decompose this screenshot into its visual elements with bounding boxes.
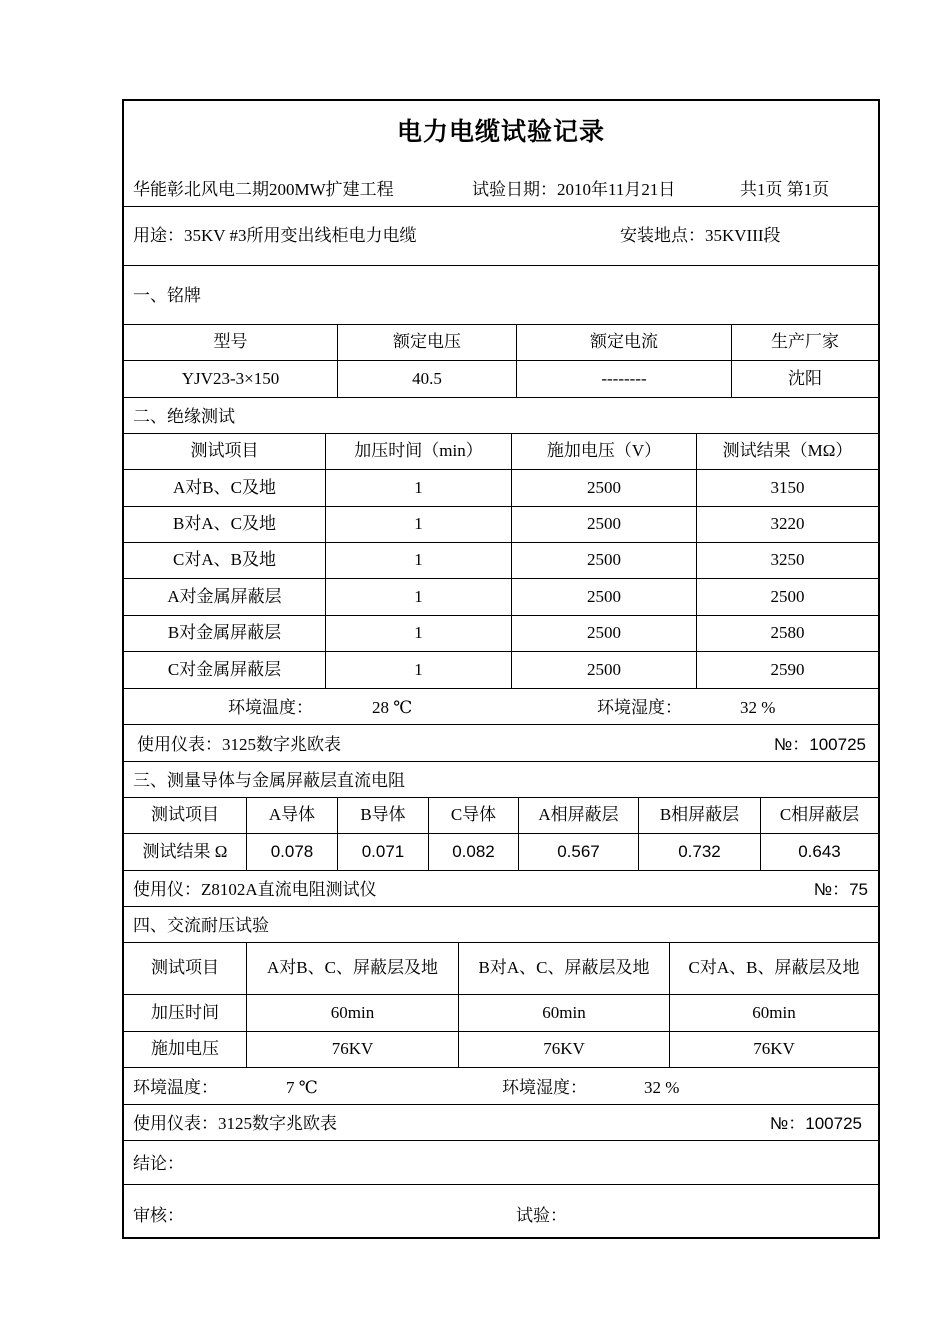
- table-cell: 60min: [459, 995, 670, 1031]
- project-name: 华能彰北风电二期200MW扩建工程: [133, 180, 394, 199]
- table-cell: A对金属屏蔽层: [124, 579, 326, 615]
- nameplate-header-cell: 生产厂家: [771, 332, 839, 352]
- dc-value-cell: 0.078: [247, 834, 338, 870]
- section-insulation-heading: [124, 398, 878, 434]
- dc-header-cell: B导体: [338, 798, 429, 833]
- table-cell: 加压时间: [124, 995, 247, 1031]
- ac-env-row: [124, 1068, 878, 1105]
- nameplate-header-cell: 型号: [124, 325, 338, 360]
- table-cell: 2500: [512, 616, 697, 651]
- nameplate-value-cell: 40.5: [338, 361, 517, 397]
- insulation-header-cell: 施加电压（V）: [512, 434, 697, 469]
- env-temp-value: 7 ℃: [286, 1078, 318, 1097]
- insulation-header-cell: 加压时间（min）: [326, 434, 512, 469]
- table-cell: 1: [326, 579, 512, 615]
- nameplate-header-row: [124, 325, 878, 361]
- ac-header-cell: 测试项目: [124, 943, 247, 994]
- table-row: [124, 579, 878, 616]
- table-cell: 76KV: [459, 1032, 670, 1067]
- dc-header-cell: C导体: [429, 798, 519, 833]
- table-cell: 1: [326, 543, 512, 578]
- section-title: 一、铭牌: [133, 286, 201, 305]
- table-cell: 2500: [770, 586, 805, 606]
- dc-value-cell: 测试结果 Ω: [124, 834, 247, 870]
- table-cell: C对金属屏蔽层: [124, 652, 326, 688]
- instrument-number: №：75: [813, 880, 868, 899]
- dc-header-cell: B相屏蔽层: [639, 798, 761, 833]
- nameplate-value-row: [124, 361, 878, 398]
- table-row: [124, 652, 878, 689]
- insulation-header-cell: 测试结果（MΩ）: [722, 441, 853, 461]
- insulation-env-row: [124, 689, 878, 725]
- table-row: [124, 1032, 878, 1068]
- dc-instrument-row: [124, 871, 878, 907]
- table-cell: B对A、C及地: [124, 507, 326, 542]
- table-cell: 2580: [770, 623, 805, 643]
- instrument-number: №：100725: [770, 1114, 862, 1133]
- table-cell: 3150: [770, 477, 805, 497]
- dc-value-cell: 0.082: [429, 834, 519, 870]
- section-dc-resistance-heading: [124, 762, 878, 798]
- env-humidity-label: 环境湿度：: [502, 1078, 587, 1097]
- page-title: 电力电缆试验记录: [396, 119, 605, 146]
- dc-header-cell: C相屏蔽层: [779, 805, 860, 825]
- section-title: 二、绝缘测试: [133, 407, 235, 426]
- tester-label: 试验：: [516, 1206, 567, 1225]
- table-cell: 2500: [512, 543, 697, 578]
- ac-header-row: [124, 943, 878, 995]
- test-record-sheet: [122, 99, 880, 1239]
- nameplate-value-cell: YJV23-3×150: [124, 361, 338, 397]
- conclusion-row: [124, 1141, 878, 1185]
- table-cell: 3250: [770, 550, 805, 570]
- insulation-header-cell: 测试项目: [124, 434, 326, 469]
- table-cell: 2500: [512, 652, 697, 688]
- table-cell: 2500: [512, 579, 697, 615]
- table-row: [124, 470, 878, 507]
- dc-value-cell: 0.567: [519, 834, 639, 870]
- env-temp-label: 环境温度：: [228, 698, 313, 717]
- table-cell: 60min: [752, 1002, 796, 1022]
- usage-purpose: 用途：35KV #3所用变出线柜电力电缆: [133, 226, 417, 245]
- nameplate-value-cell: --------: [517, 361, 732, 397]
- section-title: 三、测量导体与金属屏蔽层直流电阻: [133, 771, 405, 790]
- dc-header-cell: A相屏蔽层: [519, 798, 639, 833]
- table-row: [124, 995, 878, 1032]
- table-cell: 1: [326, 652, 512, 688]
- instrument-name: 使用仪：Z8102A直流电阻测试仪: [133, 880, 377, 899]
- reviewer-label: 审核：: [133, 1206, 184, 1225]
- instrument-name: 使用仪表：3125数字兆欧表: [133, 1114, 337, 1133]
- env-temp-label: 环境温度：: [133, 1078, 218, 1097]
- env-temp-value: 28 ℃: [372, 698, 413, 717]
- dc-value-cell: 0.732: [639, 834, 761, 870]
- table-cell: 1: [326, 507, 512, 542]
- table-row: [124, 616, 878, 652]
- table-cell: 1: [326, 616, 512, 651]
- section-ac-withstand-heading: [124, 907, 878, 943]
- table-cell: 2590: [770, 659, 805, 679]
- insulation-instrument-row: [124, 725, 878, 762]
- table-row: [124, 543, 878, 579]
- env-humidity-label: 环境湿度：: [597, 698, 682, 717]
- section-nameplate-heading: [124, 266, 878, 325]
- dc-header-row: [124, 798, 878, 834]
- table-cell: 1: [326, 470, 512, 506]
- usage-row: [124, 207, 878, 266]
- env-humidity-value: 32 %: [644, 1078, 680, 1097]
- table-cell: C对A、B及地: [124, 543, 326, 578]
- dc-header-cell: 测试项目: [124, 798, 247, 833]
- table-cell: 3220: [770, 514, 805, 534]
- table-cell: 2500: [512, 470, 697, 506]
- instrument-name: 使用仪表：3125数字兆欧表: [137, 735, 341, 754]
- ac-header-cell: C对A、B、屏蔽层及地: [688, 958, 860, 978]
- conclusion-label: 结论：: [133, 1154, 184, 1173]
- dc-value-cell: 0.071: [338, 834, 429, 870]
- dc-value-row: [124, 834, 878, 871]
- table-cell: 60min: [247, 995, 459, 1031]
- section-title: 四、交流耐压试验: [133, 916, 269, 935]
- dc-value-cell: 0.643: [798, 841, 841, 861]
- table-cell: 76KV: [247, 1032, 459, 1067]
- nameplate-header-cell: 额定电压: [338, 325, 517, 360]
- install-location: 安装地点：35KVIII段: [620, 226, 781, 245]
- insulation-header-row: [124, 434, 878, 470]
- nameplate-value-cell: 沈阳: [788, 368, 822, 388]
- table-cell: B对金属屏蔽层: [124, 616, 326, 651]
- dc-header-cell: A导体: [247, 798, 338, 833]
- page-count: 共1页 第1页: [740, 180, 830, 199]
- nameplate-header-cell: 额定电流: [517, 325, 732, 360]
- test-date: 试验日期：2010年11月21日: [472, 180, 676, 199]
- ac-header-cell: B对A、C、屏蔽层及地: [459, 943, 670, 994]
- title-row: [124, 101, 878, 207]
- signature-row: [124, 1185, 878, 1239]
- table-cell: 施加电压: [124, 1032, 247, 1067]
- table-row: [124, 507, 878, 543]
- ac-header-cell: A对B、C、屏蔽层及地: [247, 943, 459, 994]
- table-cell: A对B、C及地: [124, 470, 326, 506]
- table-cell: 76KV: [753, 1039, 795, 1059]
- env-humidity-value: 32 %: [740, 698, 776, 717]
- instrument-number: №：100725: [774, 735, 866, 754]
- table-cell: 2500: [512, 507, 697, 542]
- ac-instrument-row: [124, 1105, 878, 1141]
